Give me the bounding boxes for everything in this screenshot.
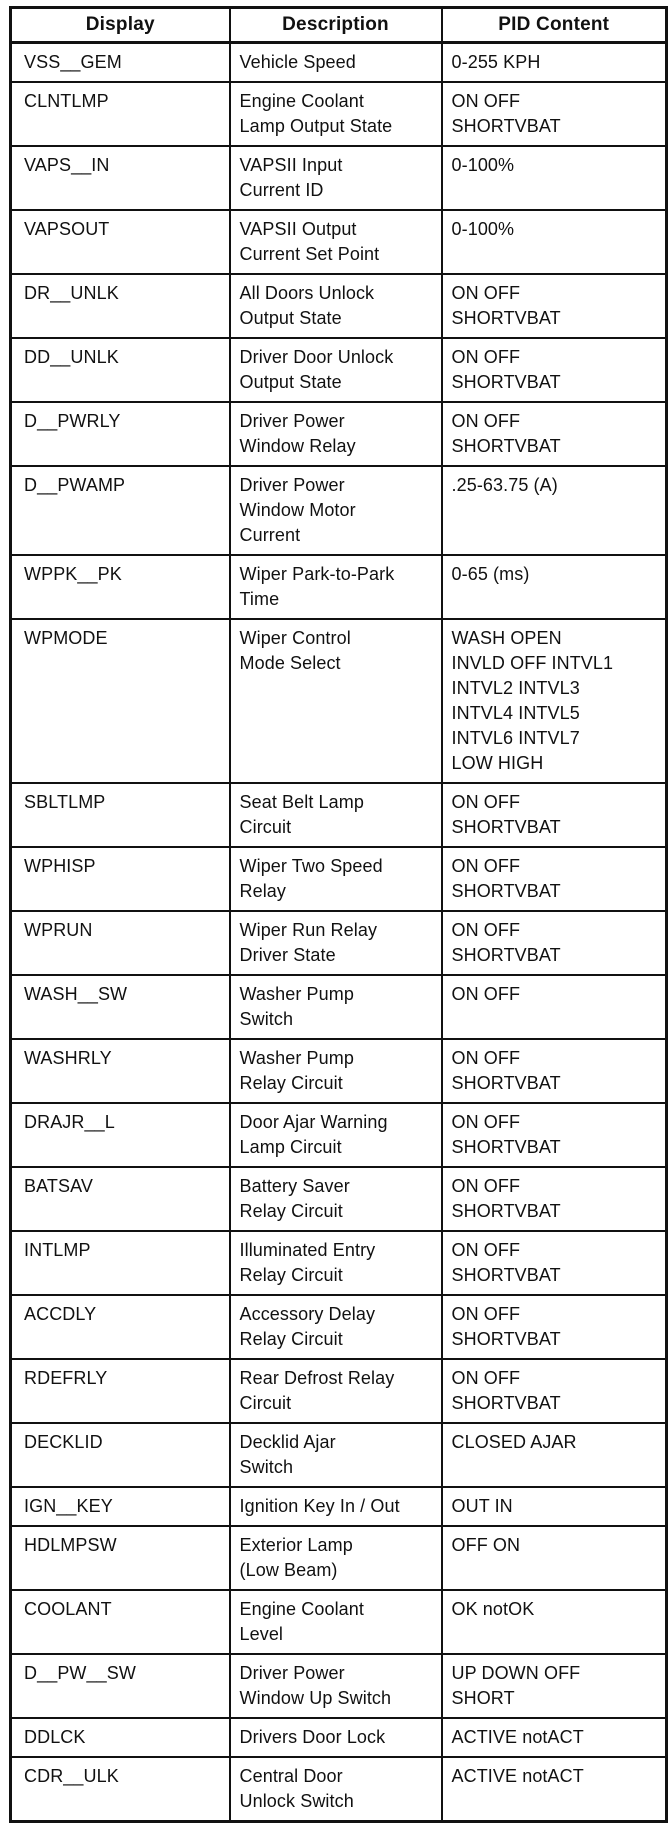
display-cell: WPMODE <box>11 619 230 783</box>
column-header-pid-content: PID Content <box>442 8 667 43</box>
display-cell: BATSAV <box>11 1167 230 1231</box>
description-cell: Wiper Two Speed Relay <box>230 847 442 911</box>
pid-content-cell: ON OFF SHORTVBAT <box>442 274 667 338</box>
description-cell: Wiper Run Relay Driver State <box>230 911 442 975</box>
description-cell: Wiper Park-to-Park Time <box>230 555 442 619</box>
table-row <box>11 1231 667 1295</box>
display-cell: D__PW__SW <box>11 1654 230 1718</box>
pid-table-body <box>11 43 667 1822</box>
table-row <box>11 1718 667 1757</box>
table-row <box>11 402 667 466</box>
pid-content-cell: ON OFF SHORTVBAT <box>442 1039 667 1103</box>
table-row <box>11 146 667 210</box>
pid-content-cell: ON OFF SHORTVBAT <box>442 847 667 911</box>
display-cell: DD__UNLK <box>11 338 230 402</box>
table-row <box>11 82 667 146</box>
description-cell: Decklid Ajar Switch <box>230 1423 442 1487</box>
pid-content-cell: ON OFF SHORTVBAT <box>442 338 667 402</box>
display-cell: D__PWRLY <box>11 402 230 466</box>
description-cell: VAPSII Input Current ID <box>230 146 442 210</box>
pid-content-cell: ON OFF SHORTVBAT <box>442 1295 667 1359</box>
table-row <box>11 466 667 555</box>
description-cell: Exterior Lamp (Low Beam) <box>230 1526 442 1590</box>
description-cell: Driver Power Window Motor Current <box>230 466 442 555</box>
pid-content-cell: ON OFF SHORTVBAT <box>442 1167 667 1231</box>
pid-content-cell: ON OFF SHORTVBAT <box>442 82 667 146</box>
pid-table-page <box>9 6 665 1823</box>
description-cell: Accessory Delay Relay Circuit <box>230 1295 442 1359</box>
description-cell: All Doors Unlock Output State <box>230 274 442 338</box>
table-row <box>11 1167 667 1231</box>
display-cell: HDLMPSW <box>11 1526 230 1590</box>
display-cell: VAPSOUT <box>11 210 230 274</box>
pid-content-cell: 0-65 (ms) <box>442 555 667 619</box>
display-cell: CLNTLMP <box>11 82 230 146</box>
description-cell: Door Ajar Warning Lamp Circuit <box>230 1103 442 1167</box>
display-cell: WASHRLY <box>11 1039 230 1103</box>
pid-content-cell: ON OFF SHORTVBAT <box>442 1103 667 1167</box>
pid-content-cell: UP DOWN OFF SHORT <box>442 1654 667 1718</box>
display-cell: RDEFRLY <box>11 1359 230 1423</box>
pid-content-cell: ON OFF <box>442 975 667 1039</box>
table-row <box>11 1757 667 1822</box>
table-row <box>11 1487 667 1526</box>
table-row <box>11 1359 667 1423</box>
pid-content-cell: .25-63.75 (A) <box>442 466 667 555</box>
table-row <box>11 1295 667 1359</box>
display-cell: VAPS__IN <box>11 146 230 210</box>
display-cell: COOLANT <box>11 1590 230 1654</box>
display-cell: DECKLID <box>11 1423 230 1487</box>
pid-content-cell: CLOSED AJAR <box>442 1423 667 1487</box>
description-cell: Engine Coolant Level <box>230 1590 442 1654</box>
table-row <box>11 975 667 1039</box>
display-cell: WPRUN <box>11 911 230 975</box>
description-cell: Drivers Door Lock <box>230 1718 442 1757</box>
header-row <box>11 8 667 43</box>
pid-content-cell: ON OFF SHORTVBAT <box>442 911 667 975</box>
description-cell: Washer Pump Switch <box>230 975 442 1039</box>
description-cell: Illuminated Entry Relay Circuit <box>230 1231 442 1295</box>
display-cell: IGN__KEY <box>11 1487 230 1526</box>
display-cell: ACCDLY <box>11 1295 230 1359</box>
table-row <box>11 274 667 338</box>
display-cell: VSS__GEM <box>11 43 230 83</box>
pid-table <box>9 6 668 1823</box>
column-header-display: Display <box>11 8 230 43</box>
pid-content-cell: ON OFF SHORTVBAT <box>442 1231 667 1295</box>
display-cell: DRAJR__L <box>11 1103 230 1167</box>
pid-content-cell: ON OFF SHORTVBAT <box>442 1359 667 1423</box>
pid-content-cell: ACTIVE notACT <box>442 1757 667 1822</box>
table-row <box>11 1039 667 1103</box>
description-cell: Washer Pump Relay Circuit <box>230 1039 442 1103</box>
display-cell: SBLTLMP <box>11 783 230 847</box>
table-row <box>11 338 667 402</box>
display-cell: D__PWAMP <box>11 466 230 555</box>
table-row <box>11 911 667 975</box>
display-cell: WPHISP <box>11 847 230 911</box>
pid-content-cell: 0-255 KPH <box>442 43 667 83</box>
table-row <box>11 210 667 274</box>
table-row <box>11 1590 667 1654</box>
description-cell: Wiper Control Mode Select <box>230 619 442 783</box>
table-row <box>11 783 667 847</box>
pid-table-header <box>11 8 667 43</box>
table-row <box>11 555 667 619</box>
description-cell: Vehicle Speed <box>230 43 442 83</box>
display-cell: DDLCK <box>11 1718 230 1757</box>
description-cell: Central Door Unlock Switch <box>230 1757 442 1822</box>
display-cell: DR__UNLK <box>11 274 230 338</box>
pid-content-cell: OK notOK <box>442 1590 667 1654</box>
table-row <box>11 1654 667 1718</box>
display-cell: WPPK__PK <box>11 555 230 619</box>
description-cell: Seat Belt Lamp Circuit <box>230 783 442 847</box>
table-row <box>11 847 667 911</box>
display-cell: WASH__SW <box>11 975 230 1039</box>
pid-content-cell: 0-100% <box>442 146 667 210</box>
pid-content-cell: ON OFF SHORTVBAT <box>442 783 667 847</box>
description-cell: Driver Door Unlock Output State <box>230 338 442 402</box>
table-row <box>11 1423 667 1487</box>
table-row <box>11 619 667 783</box>
display-cell: CDR__ULK <box>11 1757 230 1822</box>
description-cell: Driver Power Window Relay <box>230 402 442 466</box>
table-row <box>11 1103 667 1167</box>
description-cell: Rear Defrost Relay Circuit <box>230 1359 442 1423</box>
description-cell: Engine Coolant Lamp Output State <box>230 82 442 146</box>
pid-content-cell: ACTIVE notACT <box>442 1718 667 1757</box>
description-cell: VAPSII Output Current Set Point <box>230 210 442 274</box>
pid-content-cell: ON OFF SHORTVBAT <box>442 402 667 466</box>
pid-content-cell: 0-100% <box>442 210 667 274</box>
description-cell: Driver Power Window Up Switch <box>230 1654 442 1718</box>
table-row <box>11 43 667 83</box>
pid-content-cell: OFF ON <box>442 1526 667 1590</box>
description-cell: Battery Saver Relay Circuit <box>230 1167 442 1231</box>
column-header-description: Description <box>230 8 442 43</box>
table-row <box>11 1526 667 1590</box>
pid-content-cell: OUT IN <box>442 1487 667 1526</box>
display-cell: INTLMP <box>11 1231 230 1295</box>
pid-content-cell: WASH OPEN INVLD OFF INTVL1 INTVL2 INTVL3 INTVL4 INTVL5 INTVL6 INTVL7 LOW HIGH <box>442 619 667 783</box>
description-cell: Ignition Key In / Out <box>230 1487 442 1526</box>
